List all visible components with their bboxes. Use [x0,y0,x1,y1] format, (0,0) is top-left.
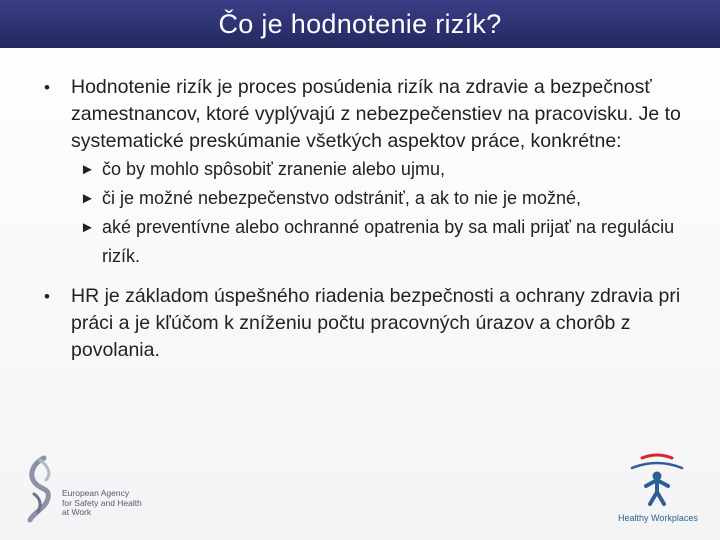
healthy-workplaces-logo [612,452,702,528]
slide-title: Čo je hodnotenie rizík? [218,8,502,39]
bullet-text: HR je základom úspešného riadenia bezpečnosti a ochrany zdravia pri práci a je kľúčom k zníženiu počtu pracovných úrazov a chorôb z povolania. [71,285,681,361]
agency-emblem-icon [22,454,62,524]
sub-bullet-text: aké preventívne alebo ochranné opatrenia by sa mali prijať na reguláciu rizík. [102,217,675,266]
sub-bullet-text: čo by mohlo spôsobiť zranenie alebo ujmu, [102,159,445,179]
sub-bullet-text: či je možné nebezpečenstvo odstrániť, a ak to nie je možné, [102,188,582,208]
agency-name [62,489,162,518]
sub-bullet-list [44,155,694,271]
triangle-bullet-icon: ► [80,161,95,178]
agency-name-line: for Safety and Health [62,497,142,508]
eu-osha-logo [22,454,162,524]
sub-bullet-item [44,184,694,213]
bullet-text: Hodnotenie rizík je proces posúdenia rizík na zdravie a bezpečnosť zamestnancov, ktoré vyplývajú z nebezpečenstiev na pracovisku. Je to systematické preskúmanie všetkých aspektov práce, konkrétne: [71,76,681,152]
title-bar [0,0,720,48]
triangle-bullet-icon: ► [80,219,95,236]
agency-name-line: European Agency [62,488,130,498]
triangle-bullet-icon: ► [80,190,95,207]
campaign-name: Healthy Workplaces [618,513,698,523]
sub-bullet-item [44,155,694,184]
sub-bullet-item [44,213,694,271]
agency-name-line: at Work [62,507,92,517]
healthy-workplaces-emblem-icon [612,452,702,512]
bullet-marker: • [44,287,50,306]
bullet-item [44,283,694,364]
bullet-item [44,74,694,155]
bullet-marker: • [44,78,50,97]
slide-content [44,74,694,364]
